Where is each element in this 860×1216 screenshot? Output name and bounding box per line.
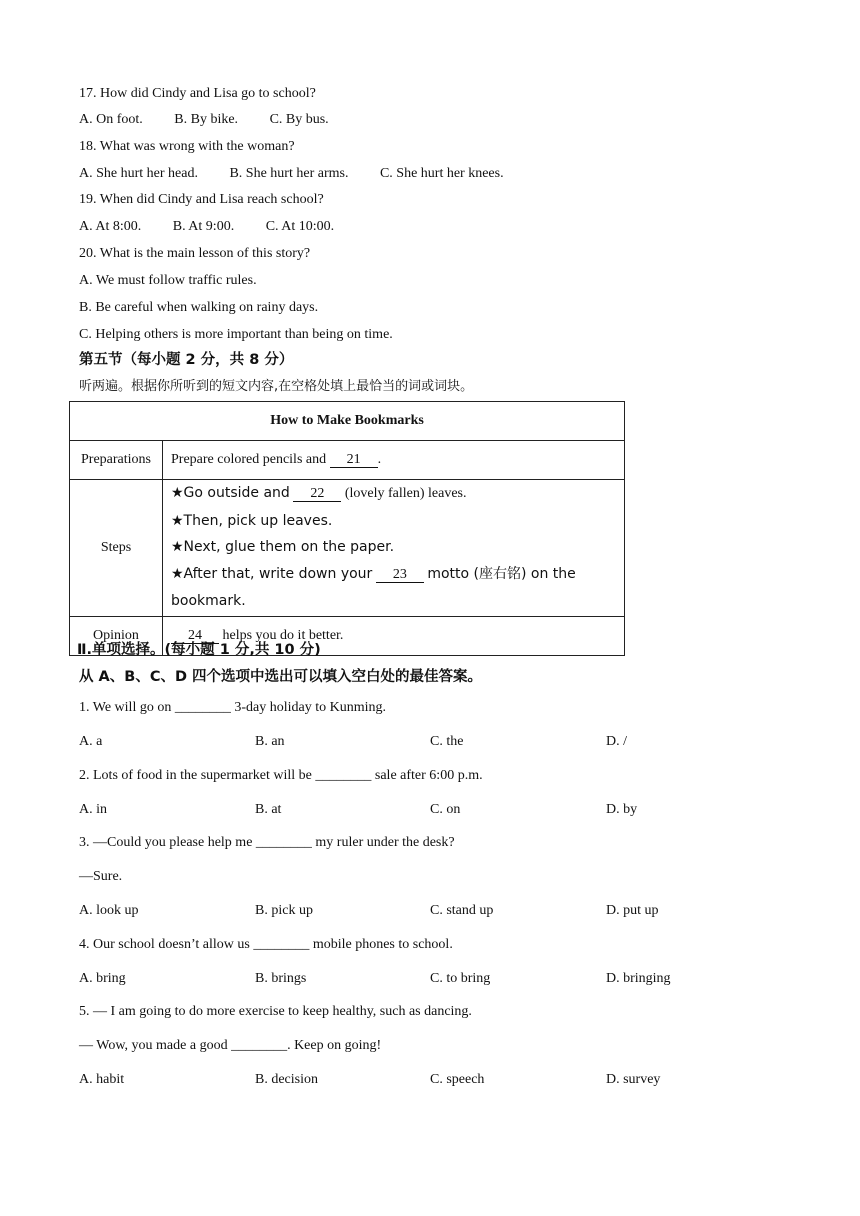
- option-b: B. By bike.: [174, 112, 239, 127]
- mc-question-5: 5. — I am going to do more exercise to keep healthy, such as dancing.: [79, 1004, 472, 1019]
- option-c: C. She hurt her knees.: [379, 166, 504, 181]
- row-label-opinion: Opinion: [70, 616, 163, 655]
- blank-22: 22: [293, 486, 341, 502]
- option-a: A. a: [79, 734, 103, 749]
- table-row-preparations: [70, 441, 625, 480]
- row-label-preparations: Preparations: [70, 441, 163, 480]
- option-d: D. bringing: [606, 971, 671, 986]
- option-b: B. pick up: [255, 903, 313, 918]
- row-label-steps: Steps: [70, 480, 163, 617]
- option-d: D. by: [606, 802, 638, 817]
- steps-content: [163, 480, 625, 617]
- option-c: C. to bring: [430, 971, 491, 986]
- question-18-options: [79, 165, 532, 183]
- bookmarks-table: [69, 401, 625, 656]
- step-2: ★Then, pick up leaves.: [171, 512, 333, 529]
- option-b: B. At 9:00.: [172, 219, 235, 234]
- option-b: B. She hurt her arms.: [229, 166, 349, 181]
- option-b: B. brings: [255, 971, 307, 986]
- mc-question-5-reply: — Wow, you made a good ________. Keep on going!: [79, 1038, 382, 1053]
- option-b: B. at: [255, 802, 282, 817]
- step-4: ★After that, write down your 23 motto (座右铭) on the bookmark.: [171, 565, 576, 609]
- step-1: ★Go outside and 22 (lovely fallen) leaves.: [171, 485, 467, 501]
- option-a: A. in: [79, 802, 107, 817]
- blank-21: 21: [330, 452, 378, 468]
- question-20: 20. What is the main lesson of this story?: [79, 246, 311, 261]
- option-a: A. On foot.: [79, 112, 143, 127]
- opinion-content: 24 helps you do it better.: [163, 616, 625, 655]
- blank-23: 23: [376, 567, 424, 583]
- mc-question-2: 2. Lots of food in the supermarket will be ________ sale after 6:00 p.m.: [79, 768, 483, 783]
- option-c: C. Helping others is more important than being on time.: [79, 327, 393, 342]
- section5-instruction: 听两遍。根据你所听到的短文内容,在空格处填上最恰当的词或词块。: [79, 379, 474, 394]
- option-b: B. an: [255, 734, 285, 749]
- option-a: A. look up: [79, 903, 139, 918]
- option-d: D. /: [606, 734, 627, 749]
- question-19: 19. When did Cindy and Lisa reach school?: [79, 192, 324, 207]
- mc-question-3: 3. —Could you please help me ________ my ruler under the desk?: [79, 835, 455, 850]
- mc-question-3-reply: —Sure.: [79, 869, 123, 884]
- step-3: ★Next, glue them on the paper.: [171, 539, 395, 555]
- preparations-content: Prepare colored pencils and 21 .: [163, 441, 625, 480]
- option-d: D. survey: [606, 1072, 661, 1087]
- mc-question-4: 4. Our school doesn’t allow us ________ mobile phones to school.: [79, 937, 453, 952]
- blank-24: 24: [171, 628, 219, 644]
- section5-title: 第五节（每小题 2 分，共 8 分）: [79, 352, 294, 368]
- part2-instruction: 从 A、B、C、D 四个选项中选出可以填入空白处的最佳答案。: [79, 669, 483, 685]
- option-a: A. We must follow traffic rules.: [79, 273, 257, 288]
- option-c: C. stand up: [430, 903, 494, 918]
- option-d: D. put up: [606, 903, 659, 918]
- question-17: 17. How did Cindy and Lisa go to school?: [79, 86, 316, 101]
- question-19-options: [79, 218, 362, 236]
- option-c: C. speech: [430, 1072, 485, 1087]
- option-b: B. Be careful when walking on rainy days.: [79, 300, 319, 315]
- question-18: 18. What was wrong with the woman?: [79, 139, 295, 154]
- option-a: A. She hurt her head.: [79, 166, 198, 181]
- option-c: C. the: [430, 734, 464, 749]
- part2-title: Ⅱ.单项选择。(每小题 1 分,共 10 分): [77, 642, 321, 658]
- option-b: B. decision: [255, 1072, 318, 1087]
- question-17-options: [79, 111, 357, 129]
- option-a: A. At 8:00.: [79, 219, 142, 234]
- option-a: A. habit: [79, 1072, 125, 1087]
- mc-question-1: 1. We will go on ________ 3-day holiday to Kunming.: [79, 700, 386, 715]
- option-a: A. bring: [79, 971, 126, 986]
- option-c: C. By bus.: [269, 112, 329, 127]
- option-c: C. At 10:00.: [265, 219, 335, 234]
- table-row-steps: [70, 480, 625, 617]
- table-title: How to Make Bookmarks: [70, 402, 625, 441]
- option-c: C. on: [430, 802, 461, 817]
